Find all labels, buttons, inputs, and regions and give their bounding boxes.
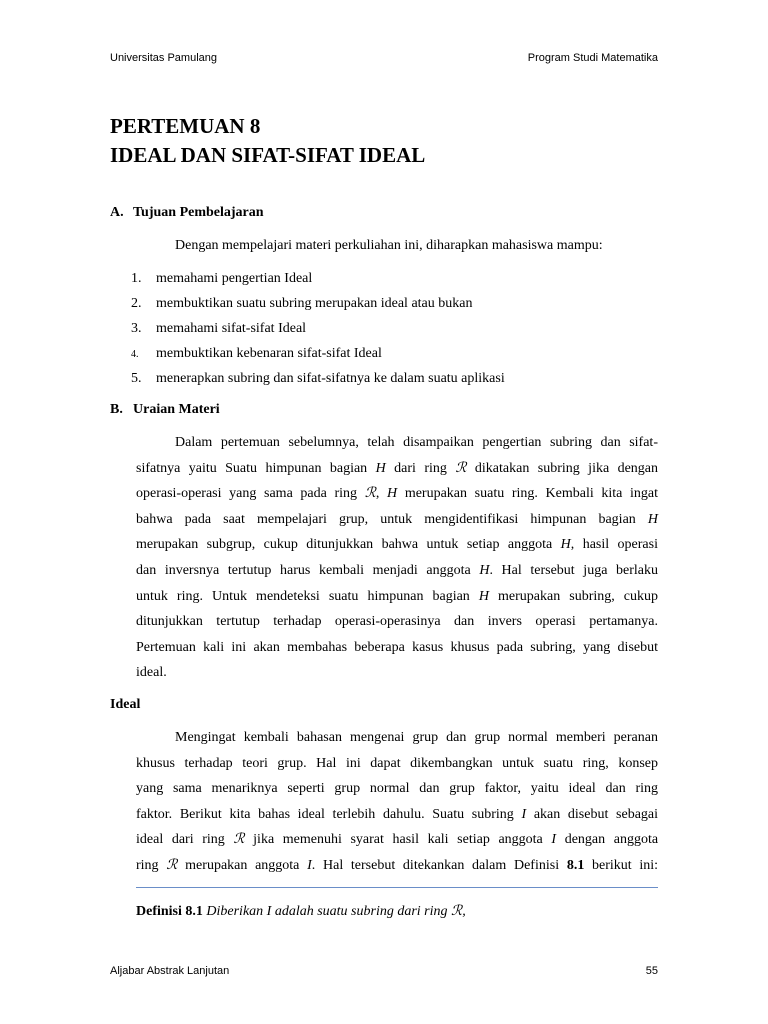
text-run: ditunjukkan tertutup terhadap operasi-operasinya dan invers operasi pertamanya. (136, 614, 658, 630)
list-item-number: 3. (131, 321, 142, 336)
paragraph-line (136, 584, 658, 610)
list-item-number: 5. (131, 371, 142, 386)
text-run: merupakan anggota (185, 857, 300, 873)
text-run: untuk ring. Untuk mendeteksi suatu himpunan bagian (136, 588, 470, 604)
text-run: dari ring (394, 460, 447, 476)
text-run: ring (136, 857, 159, 873)
math-symbol: H (479, 562, 490, 578)
definition-label: Definisi 8.1 (136, 904, 203, 919)
definition-divider (136, 887, 658, 888)
list-item-number: 4. (131, 349, 139, 360)
ideal-paragraph (136, 725, 658, 879)
text-run: Dalam pertemuan sebelumnya, telah disampaikan pengertian subring dan sifat- (175, 435, 658, 450)
paragraph-line (136, 532, 658, 558)
text-run: akan disebut sebagai (533, 806, 659, 822)
text-run: . Hal tersebut ditekankan dalam Definisi (311, 857, 560, 873)
definition-text: adalah suatu subring dari ring (274, 904, 448, 919)
header-institution: Universitas Pamulang (110, 52, 217, 64)
section-a-letter: A. (110, 205, 124, 220)
paragraph-line (136, 635, 658, 661)
section-b-letter: B. (110, 402, 123, 417)
text-run: yang sama menariknya seperti grup normal dan grup faktor, yaitu ideal dan ring (136, 781, 658, 797)
text-run: jika memenuhi syarat hasil kali setiap anggota (253, 832, 543, 848)
math-symbol: ℛ (364, 486, 376, 502)
math-symbol: I (307, 857, 312, 873)
text-run: , (375, 486, 380, 502)
text-run: merupakan subring, cukup (498, 588, 659, 604)
list-item (131, 269, 505, 294)
list-item-text: menerapkan subring dan sifat-sifatnya ke dalam suatu aplikasi (156, 371, 505, 386)
math-symbol: I (266, 904, 272, 919)
footer-course: Aljabar Abstrak Lanjutan (110, 965, 230, 977)
header-program: Program Studi Matematika (527, 52, 658, 64)
list-item-text: membuktikan suatu subring merupakan ideal atau bukan (156, 296, 473, 311)
paragraph-line (136, 430, 658, 456)
math-symbol: I (521, 806, 527, 822)
math-symbol: ℛ (455, 460, 467, 476)
text-run: Mengingat kembali bahasan mengenai grup dan grup normal memberi peranan (175, 730, 658, 745)
math-symbol: ℛ (451, 904, 463, 919)
paragraph-line (136, 853, 658, 879)
objectives-intro: Dengan mempelajari materi perkuliahan ini, diharapkan mahasiswa mampu: (175, 238, 603, 253)
text-run: ideal. (136, 665, 167, 681)
paragraph-line (136, 507, 658, 533)
page-number: 55 (645, 965, 658, 977)
list-item-number: 2. (131, 296, 142, 311)
math-symbol: H (560, 537, 571, 553)
section-a-heading (110, 205, 264, 221)
math-symbol: ℛ (166, 857, 178, 873)
text-run: khusus terhadap teori grup. Hal ini dapat dikembangkan untuk suatu ring, konsep (136, 755, 658, 771)
paragraph-line (136, 802, 658, 828)
section-b-heading (110, 402, 220, 418)
section-a-title: Tujuan Pembelajaran (133, 205, 264, 220)
objectives-list (131, 269, 505, 394)
paragraph-line (136, 481, 658, 507)
paragraph-line (136, 827, 658, 853)
math-symbol: H (647, 511, 659, 527)
paragraph-line (136, 456, 658, 482)
section-b-title: Uraian Materi (133, 402, 220, 417)
text-run: dengan anggota (564, 832, 659, 848)
chapter-title-line2: IDEAL DAN SIFAT-SIFAT IDEAL (110, 143, 426, 167)
material-paragraph (136, 430, 658, 686)
chapter-title (110, 112, 425, 170)
paragraph-line (136, 558, 658, 584)
text-run: merupakan subgrup, cukup ditunjukkan bahwa untuk setiap anggota (136, 537, 553, 553)
text-run: operasi-operasi yang sama pada ring (136, 486, 358, 502)
text-run: faktor. Berikut kita bahas ideal terlebih dahulu. Suatu subring (136, 806, 514, 822)
text-run: ideal dari ring (136, 832, 225, 848)
math-symbol: H (375, 460, 386, 476)
text-run: . Hal tersebut juga berlaku (489, 562, 658, 578)
definition-text: Diberikan (206, 904, 264, 919)
list-item-text: memahami sifat-sifat Ideal (156, 321, 307, 336)
list-item (131, 294, 505, 319)
definition-reference: 8.1 (566, 857, 585, 873)
text-run: dan inversnya tertutup harus kembali menjadi anggota (136, 562, 471, 578)
list-item-text: membuktikan kebenaran sifat-sifat Ideal (156, 346, 382, 361)
list-item (131, 344, 505, 369)
list-item (131, 369, 505, 394)
ideal-heading: Ideal (110, 697, 141, 712)
paragraph-line (136, 660, 658, 686)
paragraph-line (136, 609, 658, 635)
math-symbol: H (387, 486, 398, 502)
list-item (131, 319, 505, 344)
definition-box (136, 903, 466, 920)
text-run: dikatakan subring jika dengan (474, 460, 659, 476)
text-run: Pertemuan kali ini akan membahas beberapa kasus khusus pada subring, yang disebut (136, 639, 658, 655)
text-run: , hasil operasi (570, 537, 658, 553)
text-run: berikut ini: (592, 857, 659, 873)
math-symbol: H (478, 588, 489, 604)
list-item-text: memahami pengertian Ideal (156, 271, 313, 286)
paragraph-line (136, 725, 658, 751)
paragraph-line (136, 751, 658, 777)
text-run: sifatnya yaitu Suatu himpunan bagian (136, 460, 368, 476)
math-symbol: I (551, 832, 557, 848)
math-symbol: ℛ (233, 832, 245, 848)
text-run: merupakan suatu ring. Kembali kita ingat (404, 486, 659, 502)
paragraph-line (136, 776, 658, 802)
chapter-title-line1: PERTEMUAN 8 (110, 114, 261, 138)
list-item-number: 1. (131, 271, 142, 286)
text-run: bahwa pada saat mempelajari grup, untuk mengidentifikasi himpunan bagian (136, 511, 636, 527)
definition-text: , (462, 904, 466, 919)
